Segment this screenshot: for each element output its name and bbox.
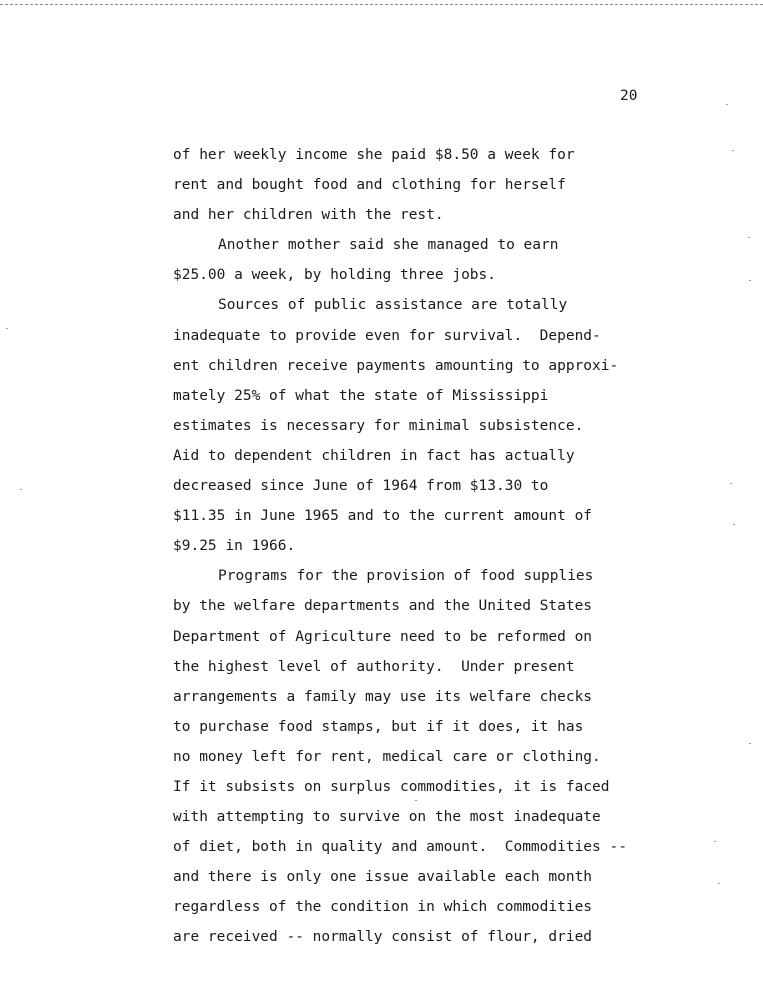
text-line: $9.25 in 1966. (173, 538, 296, 555)
scan-speck (6, 328, 8, 329)
text-line: estimates is necessary for minimal subsistence. (173, 417, 584, 434)
scan-speck (726, 104, 728, 105)
scan-speck (415, 800, 417, 801)
text-line: and there is only one issue available each month (173, 869, 593, 886)
text-line: regardless of the condition in which commodities (173, 899, 593, 916)
text-line: rent and bought food and clothing for herself (173, 177, 566, 194)
scan-speck (718, 883, 720, 884)
scan-speck (732, 150, 734, 151)
scan-top-border (0, 4, 763, 5)
text-line: of her weekly income she paid $8.50 a week for (173, 147, 575, 163)
text-line: Aid to dependent children in fact has actually (173, 447, 575, 464)
text-line: decreased since June of 1964 from $13.30 to (173, 478, 549, 495)
scan-speck (749, 280, 751, 281)
text-line: mately 25% of what the state of Mississippi (173, 387, 549, 404)
text-line: $25.00 a week, by holding three jobs. (173, 267, 497, 284)
text-line: by the welfare departments and the United States (173, 598, 593, 615)
text-line: are received -- normally consist of flour, dried (173, 929, 593, 946)
text-line: with attempting to survive on the most inadequate (173, 809, 601, 826)
text-line: and her children with the rest. (173, 207, 444, 224)
text-line: If it subsists on surplus commodities, it is faced (173, 778, 610, 795)
text-line: Sources of public assistance are totally (218, 297, 568, 314)
document-body (173, 143, 627, 956)
page-number: 20 (620, 88, 638, 104)
text-line: to purchase food stamps, but if it does, it has (173, 718, 584, 735)
text-line: $11.35 in June 1965 and to the current amount of (173, 508, 593, 525)
scan-speck (20, 489, 22, 490)
text-line: Department of Agriculture need to be reformed on (173, 628, 593, 645)
text-line: Another mother said she managed to earn (218, 237, 559, 254)
scan-speck (733, 524, 735, 525)
text-line: ent children receive payments amounting to approxi- (173, 357, 619, 374)
scan-speck (730, 483, 732, 484)
scan-speck (749, 743, 751, 744)
text-line: no money left for rent, medical care or clothing. (173, 748, 601, 765)
scan-speck (748, 237, 750, 238)
text-line: inadequate to provide even for survival. Depend- (173, 327, 601, 344)
text-line: the highest level of authority. Under present (173, 658, 575, 675)
scan-speck (714, 841, 716, 842)
text-line: arrangements a family may use its welfare checks (173, 688, 593, 705)
text-line: Programs for the provision of food supplies (218, 568, 594, 585)
text-line: of diet, both in quality and amount. Commodities -- (173, 839, 627, 856)
